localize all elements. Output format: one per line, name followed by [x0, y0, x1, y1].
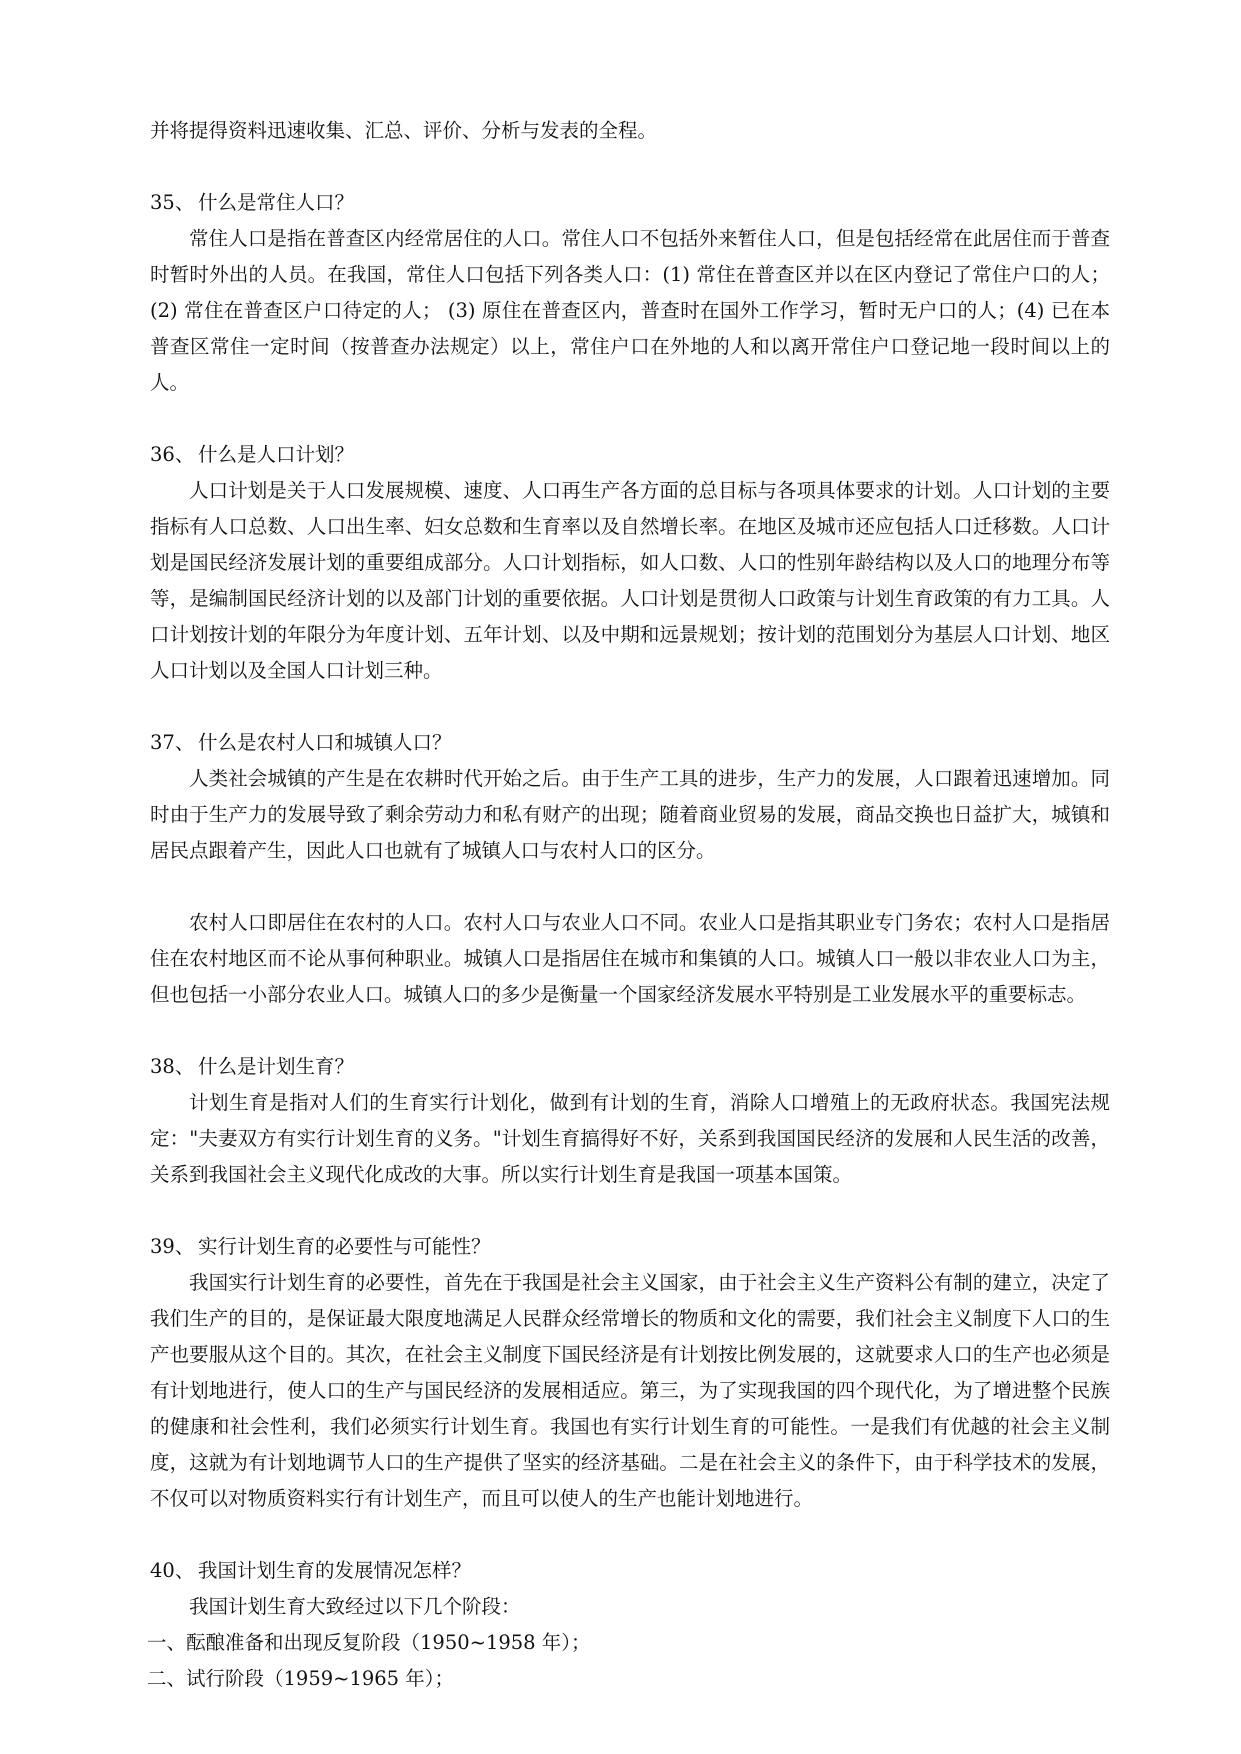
answer-paragraph: 我国计划生育大致经过以下几个阶段： — [189, 1595, 521, 1618]
stage-item: 一、酝酿准备和出现反复阶段（1950~1958 年）； — [147, 1631, 591, 1654]
question-text: 什么是农村人口和城镇人口？ — [198, 731, 452, 754]
question-text: 什么是常住人口？ — [198, 191, 355, 214]
question-heading — [150, 1229, 1110, 1265]
answer-paragraph: 常住人口是指在普查区内经常居住的人口。常住人口不包括外来暂住人口，但是包括经常在此居住而于普查时暂时外出的人员。在我国，常住人口包括下列各类人口：(1) 常住在普查区并以在区内登记了常住户口的人；(2) 常住在普查区户口待定的人； (3) 原住在普查区内，普查时在国外工作学习，暂时无户口的人；(4) 已在本普查区常住一定时间（按普查办法规定）以上，常住户口在外地的人和以离开常住户口登记地一段时间以上的人。 — [150, 227, 1110, 394]
question-number: 37、 — [150, 731, 195, 754]
answer-paragraph: 我国实行计划生育的必要性，首先在于我国是社会主义国家，由于社会主义生产资料公有制的建立，决定了我们生产的目的，是保证最大限度地满足人民群众经常增长的物质和文化的需要，我们社会主义制度下人口的生产也要服从这个目的。其次，在社会主义制度下国民经济是有计划按比例发展的，这就要求人口的生产也必须是有计划地进行，使人口的生产与国民经济的发展相适应。第三，为了实现我国的四个现代化，为了增进整个民族的健康和社会性利，我们必须实行计划生育。我国也有实行计划生育的可能性。一是我们有优越的社会主义制度，这就为有计划地调节人口的生产提供了坚实的经济基础。二是在社会主义的条件下，由于科学技术的发展，不仅可以对物质资料实行有计划生产，而且可以使人的生产也能计划地进行。 — [150, 1271, 1110, 1510]
answer-paragraph: 农村人口即居住在农村的人口。农村人口与农业人口不同。农业人口是指其职业专门务农；农村人口是指居住在农村地区而不论从事何种职业。城镇人口是指居住在城市和集镇的人口。城镇人口一般以非农业人口为主，但也包括一小部分农业人口。城镇人口的多少是衡量一个国家经济发展水平特别是工业发展水平的重要标志。 — [150, 911, 1110, 1006]
question-number: 39、 — [150, 1235, 195, 1258]
question-heading — [150, 185, 1110, 221]
stage-item: 二、试行阶段（1959~1965 年）； — [147, 1667, 455, 1690]
section-40 — [147, 1553, 1110, 1697]
question-text: 我国计划生育的发展情况怎样？ — [198, 1559, 472, 1582]
question-heading — [150, 1553, 1110, 1589]
question-heading — [150, 1049, 1110, 1085]
lead-text: 并将提得资料迅速收集、汇总、评价、分析与发表的全程。 — [150, 119, 658, 142]
answer-paragraph: 人类社会城镇的产生是在农耕时代开始之后。由于生产工具的进步，生产力的发展，人口跟着迅速增加。同时由于生产力的发展导致了剩余劳动力和私有财产的出现；随着商业贸易的发展，商品交换也日益扩大，城镇和居民点跟着产生，因此人口也就有了城镇人口与农村人口的区分。 — [150, 767, 1110, 862]
section-35 — [150, 185, 1110, 401]
question-heading — [150, 725, 1110, 761]
question-number: 38、 — [150, 1055, 195, 1078]
question-text: 什么是计划生育？ — [198, 1055, 355, 1078]
answer-paragraph: 人口计划是关于人口发展规模、速度、人口再生产各方面的总目标与各项具体要求的计划。人口计划的主要指标有人口总数、人口出生率、妇女总数和生育率以及自然增长率。在地区及城市还应包括人口迁移数。人口计划是国民经济发展计划的重要组成部分。人口计划指标，如人口数、人口的性别年龄结构以及人口的地理分布等等，是编制国民经济计划的以及部门计划的重要依据。人口计划是贯彻人口政策与计划生育政策的有力工具。人口计划按计划的年限分为年度计划、五年计划、以及中期和远景规划；按计划的范围划分为基层人口计划、地区人口计划以及全国人口计划三种。 — [150, 479, 1110, 682]
answer-paragraph: 计划生育是指对人们的生育实行计划化，做到有计划的生育，消除人口增殖上的无政府状态。我国宪法规定："夫妻双方有实行计划生育的义务。"计划生育搞得好不好，关系到我国国民经济的发展和人民生活的改善，关系到我国社会主义现代化成改的大事。所以实行计划生育是我国一项基本国策。 — [150, 1091, 1110, 1186]
question-number: 36、 — [150, 443, 195, 466]
question-number: 40、 — [150, 1559, 195, 1582]
document-body — [147, 113, 1110, 1697]
section-36 — [150, 437, 1110, 689]
question-text: 什么是人口计划？ — [198, 443, 355, 466]
question-text: 实行计划生育的必要性与可能性？ — [198, 1235, 491, 1258]
question-heading — [150, 437, 1110, 473]
section-37 — [150, 725, 1110, 1013]
question-number: 35、 — [150, 191, 195, 214]
section-39 — [150, 1229, 1110, 1517]
section-38 — [150, 1049, 1110, 1193]
